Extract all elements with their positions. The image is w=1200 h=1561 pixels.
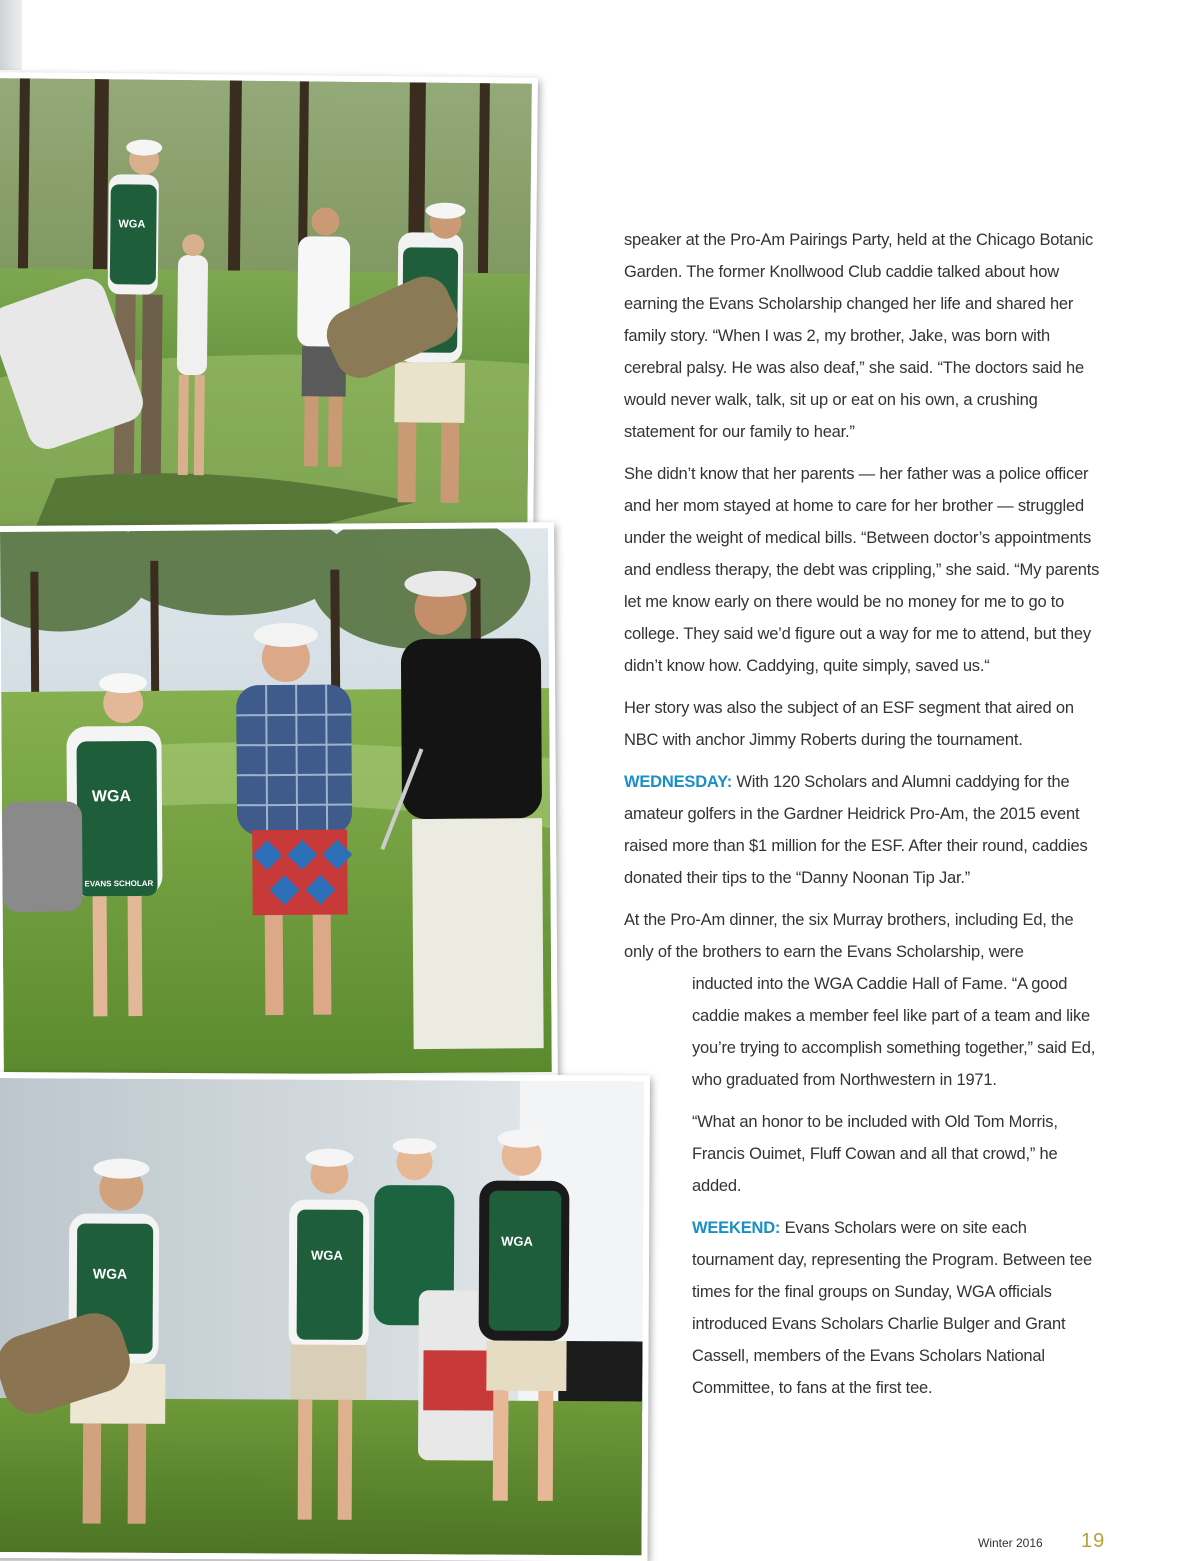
weekend-lead: WEEKEND: xyxy=(692,1219,781,1237)
bib-label-3d: WGA xyxy=(501,1233,533,1249)
paragraph-nbc-segment: Her story was also the subject of an ESF segment that aired on NBC with anchor Jimmy Roberts during the tournament. xyxy=(624,699,1074,749)
weekend-text: Evans Scholars were on site each tournament day, representing the Program. Between tee times for the final groups on Sunday, WGA officials introduced Evans Scholars Charlie Bulger and Grant Cassell, members of the Evans Scholars National Committee, to fans at the first tee. xyxy=(692,1219,1092,1397)
page-number: 19 xyxy=(1081,1530,1106,1552)
paragraph-murray-brothers xyxy=(624,904,1104,968)
photo-caddies-walking xyxy=(0,72,538,540)
wednesday-text: With 120 Scholars and Alumni caddying for the amateur golfers in the Gardner Heidrick Pro-Am, the 2015 event raised more than $1 million for the ESF. After their round, caddies donated their tips to the “Danny Noonan Tip Jar.” xyxy=(624,773,1088,887)
photo-caddie-with-golfers-image xyxy=(0,528,552,1076)
bib-label-1: WGA xyxy=(118,218,146,231)
photo-caddies-walking-image xyxy=(0,78,532,534)
photo-four-caddies xyxy=(0,1072,650,1561)
article-body xyxy=(624,224,1104,1414)
paragraph-speaker: speaker at the Pro-Am Pairings Party, held at the Chicago Botanic Garden. The former Knollwood Club caddie talked about how earning the Evans Scholarship changed her life and shared her family story. “When I was 2, my brother, Jake, was born with cerebral palsy. He was also deaf,” she said. “The doctors said he would never walk, talk, sit up or eat on his own, a crushing statement for our family to hear.” xyxy=(624,231,1094,441)
photo-caddie-with-golfers xyxy=(0,522,558,1082)
photo-four-caddies-image xyxy=(0,1078,644,1555)
bib-label-2: WGA xyxy=(91,788,132,806)
bib-scholar-label-2: EVANS SCHOLAR xyxy=(84,878,154,889)
footer-issue-season: Winter 2016 xyxy=(978,1536,1043,1550)
murray-text-a: At the Pro-Am dinner, the six Murray brothers, including Ed, the only of the brothers to earn the Evans Scholarship, were xyxy=(624,911,1074,961)
wednesday-lead: WEDNESDAY: xyxy=(624,773,733,791)
paragraph-honor-quote: “What an honor to be included with Old Tom Morris, Francis Ouimet, Fluff Cowan and all that crowd,” he added. xyxy=(692,1113,1058,1195)
paragraph-parents: She didn’t know that her parents — her father was a police officer and her mom stayed at home to care for her brother — struggled under the weight of medical bills. “Between doctor’s appointments and endless therapy, the debt was crippling,” she said. “My parents let me know early on there would be no money for me to go to college. They said we’d figure out a way for me to attend, but they didn’t know how. Caddying, quite simply, saved us.“ xyxy=(624,465,1100,675)
paragraph-weekend xyxy=(624,1212,1104,1404)
bib-label-3a: WGA xyxy=(92,1265,128,1282)
bib-label-3b: WGA xyxy=(311,1247,343,1263)
paragraph-murray-brothers-cont: inducted into the WGA Caddie Hall of Fame. “A good caddie makes a member feel like part of a team and like you’re trying to accomplish something together,” said Ed, who graduated from Northwestern in 1971. xyxy=(692,975,1096,1089)
paragraph-wednesday xyxy=(624,766,1104,894)
page-edge-strip xyxy=(0,0,22,70)
